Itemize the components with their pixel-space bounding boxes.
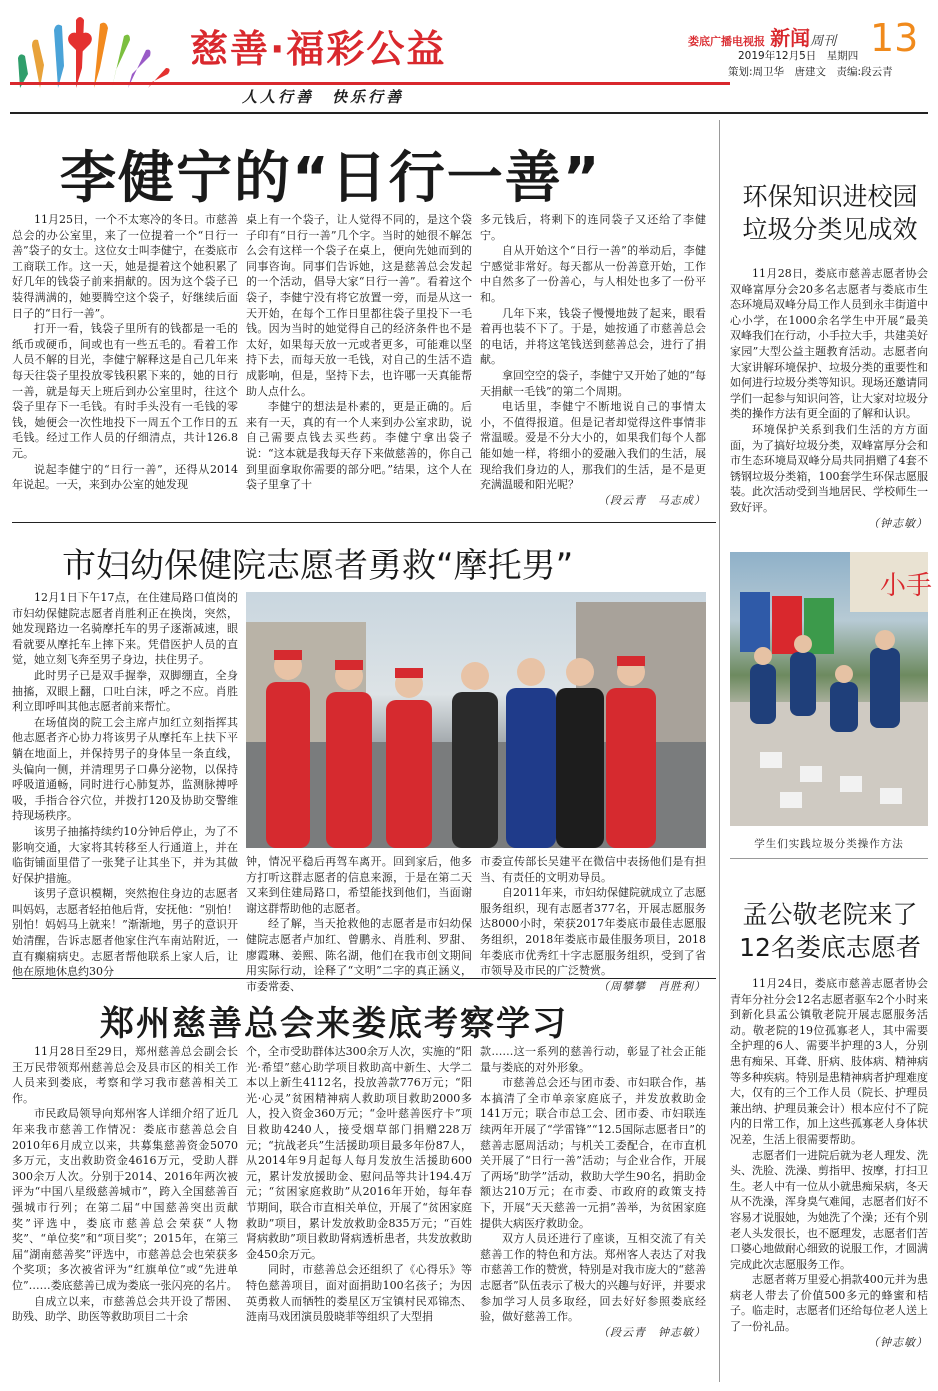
volunteers-photo-scene [246,592,706,848]
paragraph: 该男子抽搐持续约10分钟后停止，为了不影响交通，大家将其转移至人行通道上，并在临街铺面里借了一张凳子让其坐下，并为其做好保护措施。 [12,824,238,885]
divider [12,522,716,523]
article5-col1 [12,1044,238,1384]
garbage-sorting-photo [730,552,933,826]
byline: （段云青 钟志敏） [598,1325,706,1339]
date-line: 2019年12月5日 星期四 [738,50,859,62]
headline-line: 孟公敬老院来了 [742,900,918,929]
paragraph: 钟，情况平稳后再驾车离开。回到家后，他多方打听这群志愿者的信息来源，于是在第二天又来到住建局路口，希望能找到他们，当面谢谢这群帮助他的志愿者。 [246,855,472,915]
paragraph: 双方人员还进行了座谈，互相交流了有关慈善工作的特色和方法。郑州客人表达了对我市慈善工作的赞赏，特别是对我市庞大的“慈善志愿者”队伍表示了极大的兴趣与好评，并要求参加学习人员多取经，回去好好参照娄底经验，做好慈善工作。 [480,1232,706,1324]
paragraph: 11月25日，一个不太寒冷的冬日。市慈善总会的办公室里，来了一位提着一个“日行一善”袋子的女士。这位女士叫李健宁，在娄底市工商联工作。这一天，她是提着这个她积累了好几年的钱袋子前来捐献的。因为这个袋子已装得满满的，她要腾空这个袋子，好继续后面日子的“日行一善”。 [12,213,238,320]
section-title: 慈善·福彩公益 [190,27,447,71]
paragraph: 多元钱后，将剩下的连同袋子又还给了李健宁。 [480,213,706,242]
paragraph: 自从开始这个“日行一善”的举动后，李健宁感觉非常好。每天都从一份善意开始，工作中自然多了一份善心，与人相处也多了一份平和。 [480,244,706,304]
sidebar-divider [719,120,720,1382]
station-name: 娄底广播电视报 [688,35,765,48]
byline: （周攀攀 肖胜利） [598,979,706,993]
article2-body [730,266,928,550]
article1-col1 [12,212,238,512]
paragraph: 11月24日，娄底市慈善志愿者协会青年分社分会12名志愿者驱车2个小时来到新化县孟公镇敬老院开展志愿服务活动。敬老院的19位孤寡老人，其中需要全护理的6人、需要半护理的3人，分别患有痴呆、耳聋、肝病、肢体病、精神病等多种疾病。特别是患精神病者护理难度大，仅有的三个工作人员（院长、护理员兼出纳、护理员兼会计）根本应付不了院内的日常工作，加上这些孤寡老人身体状况差，生活上很需要帮助。 [730,977,928,1146]
article1-headline: 李健宁的“日行一善” [60,146,602,211]
article5-col2 [246,1044,472,1384]
page-number: 13 [870,16,919,60]
divider [730,858,928,859]
paragraph: 拿回空空的袋子，李健宁又开始了她的“每天捐献一毛钱”的第二个周期。 [480,368,706,398]
charity-hands-logo [10,10,178,88]
paragraph: 在场值岗的院工会主席卢加红立刻指挥其他志愿者齐心协力将该男子从摩托车上扶下平躺在地面上，并保持男子的身体呈一条直线，头偏向一侧，并清理男子口鼻分泌物，以保持呼吸道通畅，同时进行心肺复苏，监测脉搏呼吸，手指合谷穴位，并拨打120及协助交警维持现场秩序。 [12,715,238,823]
article1-col2 [246,212,472,512]
garbage-sorting-scene [730,552,933,826]
paragraph: 此时男子已是双手握拳，双脚绷直，全身抽搐，双眼上翻，口吐白沫，呼之不应。肖胜利立即呼叫其他志愿者前来帮忙。 [12,668,238,714]
paragraph: 说起李健宁的“日行一善”，还得从2014年说起。一天，来到办公室的她发现 [12,462,238,492]
paragraph: 打开一看，钱袋子里所有的钱都是一毛的纸币或硬币，间或也有一些五毛的。看着工作人员不解的目光，李健宁解释这是自己几年来每天往袋子里投放零钱积累下来的，她的日行一善，就是每天上班后到办公室里时，往这个袋子里存下一毛钱。有时手头没有一毛钱的零钱，她便会一次性地投下一周五个工作日的五毛钱。经过工作人员的仔细清点，共计126.8元。 [12,322,238,460]
paragraph: 经了解，当天抢救他的志愿者是市妇幼保健院志愿者卢加红、曾鹏永、肖胜利、罗甜、廖霞琳、姜熙、陈名湖，他们在我市创文期间用实际行动，诠释了“文明”二字的真正涵义，市委常委、 [246,917,472,993]
paragraph: 自成立以来，市慈善总会共开设了帮困、助残、助学、助医等救助项目二十余 [12,1294,238,1324]
paragraph: 桌上有一个袋子，让人觉得不同的，是这个袋子印有“日行一善”几个字。当时的她很不解怎么会有这样一个袋子在桌上，便向先她而到的同事咨询。同事们告诉她，这是慈善总会发起的一个活动，倡导大家“日行一善”。看着这个袋子，李健宁没有将它放置一旁，而是从这一天开始，在每个工作日里都往袋子里投下一毛钱。因为当时的她觉得自己的经济条件也不是太好，如果每天放一元或者更多，可能难以坚持下去，而每天放一毛钱，对自己的生活不造成影响，但是，坚持下去，也许哪一天真能帮助人点什么。 [246,213,472,398]
headline-line: 12名娄底志愿者 [739,933,921,962]
paragraph: 环境保护关系到我们生活的方方面面，为了搞好垃圾分类，双峰富厚分会和市生态环境局双峰分局共同捐赠了4套不锈钢垃圾分类箱，100套学生环保志愿服装。此次活动受到当地居民、学校师生一致好评。 [730,422,928,514]
paragraph: 12月1日下午17点，在住建局路口值岗的市妇幼保健院志愿者肖胜利正在换岗，突然，她发现路边一名骑摩托车的男子逐渐减速，眼看就要从摩托车上摔下来。凭借医护人员的直觉，她立刻飞奔至男子身边，扶住男子。 [12,591,238,667]
article3-headline: 市妇幼保健院志愿者勇救“摩托男” [62,546,574,586]
article3-col1 [12,590,238,979]
paragraph: 几年下来，钱袋子慢慢地鼓了起来，眼看着再也装不下了。于是，她按通了市慈善总会的电话，并将这笔钱送到慈善总会，进行了捐献。 [480,306,706,367]
paper-suffix: 周刊 [810,34,837,49]
paragraph: 市民政局领导向郑州客人详细介绍了近几年来我市慈善工作情况：娄底市慈善总会自2010年6月成立以来，共募集慈善资金5070多万元，支出救助资金4616万元，受助人群300余万人次。分别于2014、2016年两次被评为“中国八星级慈善城市”，跨入全国慈善百强城市行列；在第二届“中国慈善突出贡献奖”评选中，娄底市慈善总会荣获“人物奖”、“单位奖”和“项目奖”；2015年，在第三届“湖南慈善奖”评选中，市慈善总会也荣获多个奖项；多次被省评为“红旗单位”或“先进单位”……娄底慈善已成为娄底一张闪亮的名片。 [12,1107,238,1292]
svg-text:小手: 小手 [880,571,933,601]
byline: （钟志敏） [868,1335,928,1349]
article4-headline [730,898,930,964]
photo-caption: 学生们实践垃圾分类操作方法 [754,838,904,850]
volunteers-photo [246,592,706,848]
paragraph: 李健宁的想法是朴素的，更是正确的。后来有一天，真的有一个人来到办公室求助，说自己需要点钱去买些药。李健宁拿出袋子说：“这本就是我每天存下来做慈善的，你自己到里面拿取你需要的部分吧。”结果，这个人在袋子里拿了十 [246,400,472,492]
byline: （段云青 马志成） [598,493,706,507]
headline-line: 垃圾分类见成效 [742,215,918,244]
masthead-divider [10,112,928,114]
article2-headline [730,180,930,246]
paragraph: 志愿者蒋万里爱心捐款400元并为患病老人带去了价值500多元的蜂蜜和桔子。临走时，志愿者们还给每位老人送上了一份礼品。 [730,1273,928,1334]
credits: 策划:周卫华 唐建文 责编:段云青 [728,66,893,78]
headline-line: 环保知识进校园 [742,182,918,211]
slogan: 人人行善 快乐行善 [242,88,405,106]
divider [12,978,716,979]
article1-col3 [480,212,706,512]
article3-col3 [480,854,706,993]
paragraph: 市委宣传部长吴建平在微信中表扬他们是有担当、有责任的文明劝导员。 [480,855,706,884]
paragraph: 个，全市受助群体达300余万人次，实施的“阳光·希望”慈心助学项目救助高中新生、大学二本以上新生4112名，投放善款776万元；“阳光·心灵”贫困精神病人救助项目救助2000多人，投入资金360万元；“金叶慈善医疗卡”项目救助4240人，接受烟草部门捐赠228万元；“抗战老兵”生活援助项目最多年份87人，从2014年9月起每人每月发放生活援助600元，累计发放援助金、慰问品等共计194.4万元；“贫困家庭救助”从2016年开始，每年春节期间，联合市直相关单位，开展了“贫困家庭救助”项目，累计发放救助金835万元；“百姓肾病救助”项目救助肾病透析患者，共发放救助金450余万元。 [246,1045,472,1261]
paragraph: 同时，市慈善总会还组织了《心得乐》等特色慈善项目，面对面捐助100名孩子；为因英勇救人而牺牲的娄星区万宝镇村民邓锦杰、涟南马戏团演员殷晓菲等组织了大型捐 [246,1263,472,1324]
paragraph: 该男子意识模糊，突然抱住身边的志愿者叫妈妈，志愿者轻拍他后背，安抚他：“别怕！别怕！妈妈马上就来！”渐渐地，男子的意识开始清醒，告诉志愿者他家住汽车南站附近，一直有癫痫病史。志愿者帮他联系上家人后，让他在原地休息约30分 [12,887,238,979]
paragraph: 11月28日至29日，郑州慈善总会副会长王万民带领郑州慈善总会及县市区的相关工作人员来到娄底，考察和学习我市慈善相关工作。 [12,1045,238,1105]
paper-name: 新闻 [770,26,811,50]
masthead [10,10,928,110]
paragraph: 自2011年来，市妇幼保健院就成立了志愿服务组织，现有志愿者377名，开展志愿服务达8000小时，荣获2017年娄底市最佳志愿服务组织，2018年娄底市最佳服务项目，2018年娄底市优秀红十字志愿服务组织，受到了省市领导及市民的广泛赞赏。 [480,886,706,978]
byline: （钟志敏） [868,516,928,530]
article4-body [730,976,928,1382]
article3-col2 [246,854,472,993]
paragraph: 款……这一系列的慈善行动，彰显了社会正能量与娄底的对外形象。 [480,1045,706,1074]
article5-col3 [480,1044,706,1384]
paragraph: 电话里，李健宁不断地说自己的事情太小，不值得报道。但是记者却觉得这件事情非常温暖。爱是不分大小的，如果我们每个人都能如她一样，将细小的爱融入我们的生活，展现给我们身边的人，那我们的生活，是不是更充满温暖和阳光呢？ [480,400,706,492]
article5-headline: 郑州慈善总会来娄底考察学习 [100,1004,568,1044]
paragraph: 市慈善总会还与团市委、市妇联合作，基本搞清了全市单亲家庭底子，并发放救助金141万元；联合市总工会、团市委、市妇联连续两年开展了“学雷锋”“12.5国际志愿者日”的慈善志愿周活动；与机关工委配合，在市直机关开展了“日行一善”活动；与企业合作，开展了两场“助学”活动，救助大学生90名，捐助金额达210万元；在市委、市政府的政策支持下，开展“天天慈善一元捐”善举，为贫困家庭提供大病医疗救助金。 [480,1076,706,1230]
paragraph: 11月28日，娄底市慈善志愿者协会双峰富厚分会20多名志愿者与娄底市生态环境局双峰分局工作人员到永丰街道中心小学，在1000余名学生中开展“最美双峰我们在行动，小手拉大手，共建美好家园”大型公益主题教育活动。志愿者向大家讲解环境保护、垃圾分类的重要性和如何进行垃圾分类等知识。现场还邀请同学们一起参与知识问答，让大家对垃圾分类的操作方法有更全面的了解和认识。 [730,267,928,421]
paragraph: 志愿者们一进院后就为老人理发、洗头、洗脸、洗澡、剪指甲、按摩，打扫卫生。老人中有一位从小就患痴呆病，冬天从不洗澡，浑身臭气难闻，志愿者们好不容易才说服她，为她洗了个澡；还有个别老人头发很长，也不愿理发，志愿者们苦口婆心地做耐心细致的说服工作，才圆满完成此次志愿服务工作。 [730,1148,928,1271]
